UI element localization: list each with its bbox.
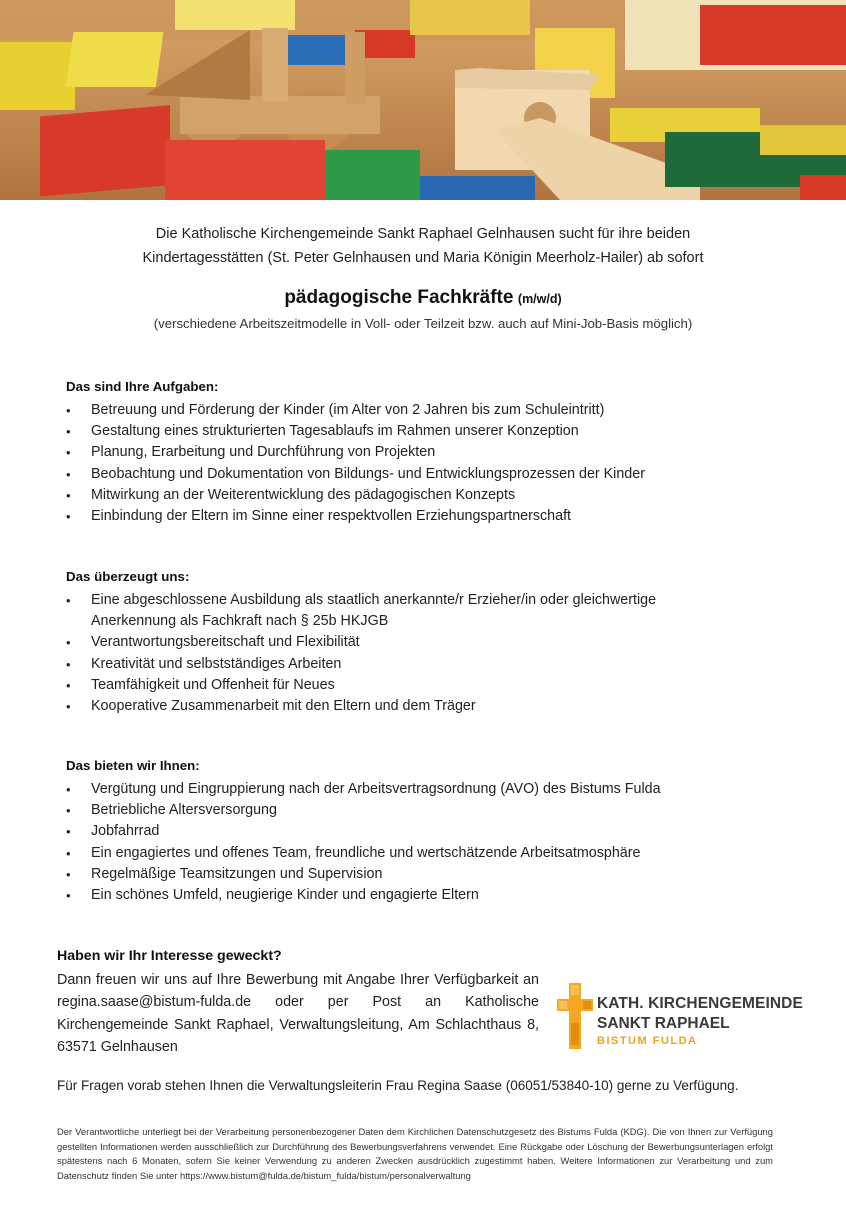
list-item: • Eine abgeschlossene Ausbildung als staatlich anerkannte/r Erzieher/in oder gleichwertige Anerkennung als Fachkraft nach § 25b HKJGB: [66, 590, 731, 632]
section-offers-heading: Das bieten wir Ihnen:: [66, 758, 200, 773]
job-title-gender-suffix: (m/w/d): [517, 292, 562, 306]
list-item: • Kreativität und selbstständiges Arbeiten: [66, 654, 786, 675]
intro-line-1: Die Katholische Kirchengemeinde Sankt Raphael Gelnhausen sucht für ihre beiden: [155, 226, 691, 242]
privacy-notice: Der Verantwortliche unterliegt bei der Verarbeitung personenbezogener Daten dem Kirchlichen Datenschutzgesetz des Bistums Fulda (KDG). Die von Ihnen zur Verfügung gestellten Informationen werden ausschließlich zur Durchführung des Bewerbungsverfahrens verwendet. Eine Rückgabe oder Löschung der Bewerbungsunterlagen erfolgt spätestens nach 6 Monaten, sofern Sie keiner Verwendung zu anderen Zwecken ausdrücklich zugestimmt haben. Weitere Informationen zur Verarbeitung und zum Datenschutz finden Sie unter https://www.bistum@fulda.de/bistum_fulda/bistum/personalverwaltung: [57, 1126, 773, 1181]
apply-heading: Haben wir Ihr Interesse geweckt?: [57, 948, 282, 964]
list-item: • Einbindung der Eltern im Sinne einer respektvollen Erziehungspartnerschaft: [66, 506, 786, 527]
job-subtitle: (verschiedene Arbeitszeitmodelle in Voll- oder Teilzeit bzw. auch auf Mini-Job-Basis möglich): [153, 316, 693, 331]
intro-text: [60, 222, 786, 270]
list-item: • Gestaltung eines strukturierten Tagesablaufs im Rahmen unserer Konzeption: [66, 421, 786, 442]
section-tasks-heading: Das sind Ihre Aufgaben:: [66, 379, 219, 394]
cross-icon: [557, 983, 593, 1049]
list-item: • Kooperative Zusammenarbeit mit den Eltern und dem Träger: [66, 696, 786, 717]
section-tasks-list: [66, 400, 786, 527]
list-item: • Teamfähigkeit und Offenheit für Neues: [66, 675, 786, 696]
list-item: • Betriebliche Altersversorgung: [66, 800, 786, 821]
section-requirements-list: [66, 590, 786, 717]
section-requirements: [66, 569, 786, 717]
section-offers: [66, 758, 786, 906]
apply-body-text: Dann freuen wir uns auf Ihre Bewerbung mit Angabe Ihrer Verfügbarkeit an regina.saase@bistum-fulda.de oder per Post an Katholische Kirchengemeinde Sankt Raphael, Verwaltungsleitung, Am Schlachthaus 8, 63571 Gelnhausen: [57, 972, 539, 1055]
intro-line-2: Kindertagesstätten (St. Peter Gelnhausen und Maria Königin Meerholz-Hailer) ab sofort: [142, 250, 704, 266]
job-title: [0, 287, 846, 309]
list-item: • Ein schönes Umfeld, neugierige Kinder und engagierte Eltern: [66, 885, 786, 906]
section-offers-list: [66, 779, 786, 906]
list-item: • Jobfahrrad: [66, 821, 786, 842]
parish-logo: [557, 983, 817, 1049]
header-photo-wooden-blocks: [0, 0, 846, 200]
list-item: • Beobachtung und Dokumentation von Bildungs- und Entwicklungsprozessen der Kinder: [66, 464, 786, 485]
contact-questions: Für Fragen vorab stehen Ihnen die Verwaltungsleiterin Frau Regina Saase (06051/53840-10) gerne zu Verfügung.: [57, 1078, 739, 1093]
list-item: • Ein engagiertes und offenes Team, freundliche und wertschätzende Arbeitsatmosphäre: [66, 843, 786, 864]
list-item: • Verantwortungsbereitschaft und Flexibilität: [66, 632, 786, 653]
logo-line-1: KATH. KIRCHENGEMEINDE: [597, 995, 803, 1012]
job-title-text: pädagogische Fachkräfte: [284, 287, 514, 308]
section-requirements-heading: Das überzeugt uns:: [66, 569, 190, 584]
section-tasks: [66, 379, 786, 527]
list-item: • Regelmäßige Teamsitzungen und Supervision: [66, 864, 786, 885]
logo-line-2: SANKT RAPHAEL: [597, 1015, 730, 1032]
list-item: • Betreuung und Förderung der Kinder (im Alter von 2 Jahren bis zum Schuleintritt): [66, 400, 786, 421]
list-item: • Mitwirkung an der Weiterentwicklung des pädagogischen Konzepts: [66, 485, 786, 506]
logo-line-3: BISTUM FULDA: [597, 1035, 698, 1047]
list-item: • Planung, Erarbeitung und Durchführung von Projekten: [66, 442, 786, 463]
list-item: • Vergütung und Eingruppierung nach der Arbeitsvertragsordnung (AVO) des Bistums Fulda: [66, 779, 786, 800]
